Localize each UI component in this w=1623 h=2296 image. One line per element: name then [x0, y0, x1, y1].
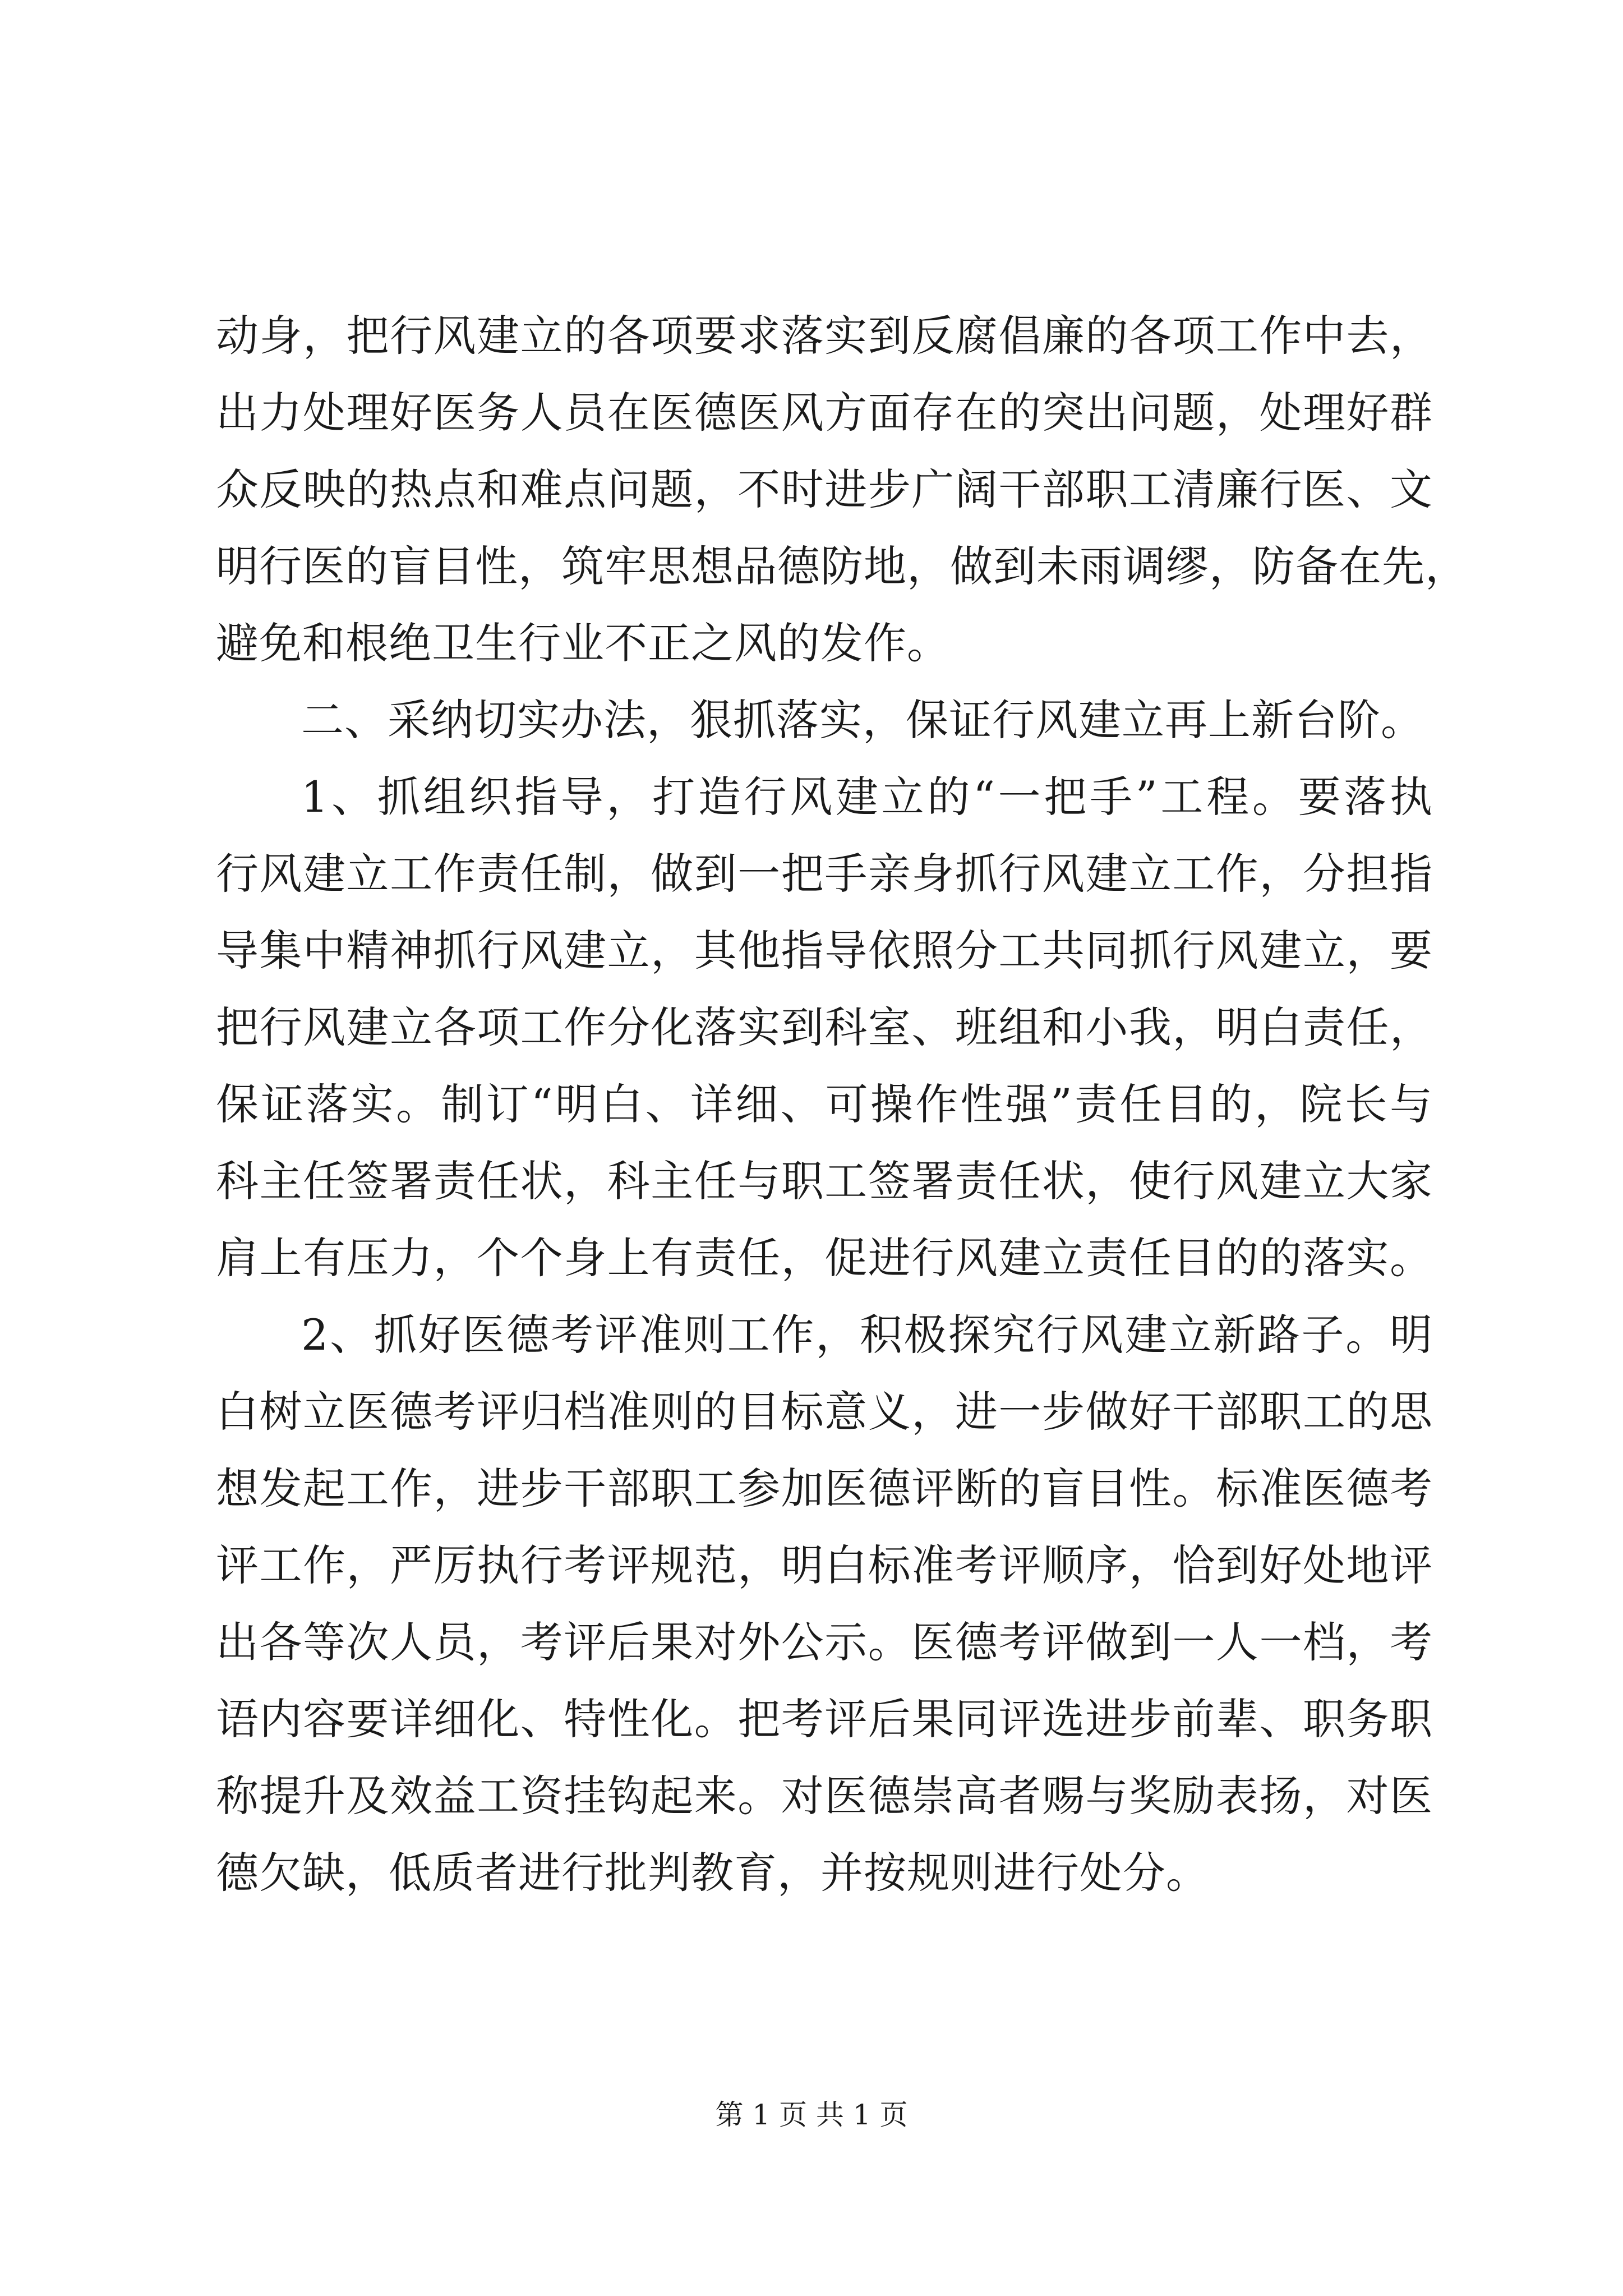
body-line: 白树立医德考评归档准则的目标意义，进一步做好干部职工的思: [216, 1387, 1433, 1437]
body-line: 行风建立工作责任制，做到一把手亲身抓行风建立工作，分担指: [216, 849, 1433, 899]
body-line: 德欠缺，低质者进行批判教育，并按规则进行处分。: [216, 1848, 1209, 1898]
body-line: 动身，把行风建立的各项要求落实到反腐倡廉的各项工作中去，: [216, 311, 1433, 361]
body-line: 把行风建立各项工作分化落实到科室、班组和小我，明白责任，: [216, 1002, 1433, 1052]
document-body: [216, 297, 1468, 1911]
body-line: 避免和根绝卫生行业不正之风的发作。: [216, 618, 950, 668]
body-line: 出力处理好医务人员在医德医风方面存在的突出问题，处理好群: [216, 388, 1433, 438]
body-line: 1、抓组织指导，打造行风建立的“一把手”工程。要落执: [301, 772, 1433, 822]
body-line: 肩上有压力，个个身上有责任，促进行风建立责任目的的落实。: [216, 1233, 1433, 1283]
body-line: 明行医的盲目性，筑牢思想品德防地，做到未雨调缪，防备在先，: [216, 541, 1468, 591]
body-line: 保证落实。制订“明白、详细、可操作性强”责任目的，院长与: [216, 1079, 1433, 1129]
body-line: 想发起工作，进步干部职工参加医德评断的盲目性。标准医德考: [216, 1464, 1433, 1513]
body-line: 出各等次人员，考评后果对外公示。医德考评做到一人一档，考: [216, 1617, 1433, 1667]
body-line: 众反映的热点和难点问题，不时进步广阔干部职工清廉行医、文: [216, 464, 1433, 514]
body-line: 科主任签署责任状，科主任与职工签署责任状，使行风建立大家: [216, 1156, 1433, 1206]
page-number-label: 第 1 页 共 1 页: [715, 2099, 908, 2131]
page-footer: [0, 2095, 1623, 2134]
body-line: 评工作，严厉执行考评规范，明白标准考评顺序，恰到好处地评: [216, 1540, 1433, 1590]
section-heading: 二、采纳切实办法，狠抓落实，保证行风建立再上新台阶。: [301, 695, 1424, 745]
body-line: 导集中精神抓行风建立，其他指导依照分工共同抓行风建立，要: [216, 926, 1433, 976]
body-line: 语内容要详细化、特性化。把考评后果同评选进步前辈、职务职: [216, 1694, 1433, 1744]
body-line: 称提升及效益工资挂钩起来。对医德崇高者赐与奖励表扬，对医: [216, 1771, 1433, 1821]
body-line: 2、抓好医德考评准则工作，积极探究行风建立新路子。明: [301, 1310, 1433, 1360]
